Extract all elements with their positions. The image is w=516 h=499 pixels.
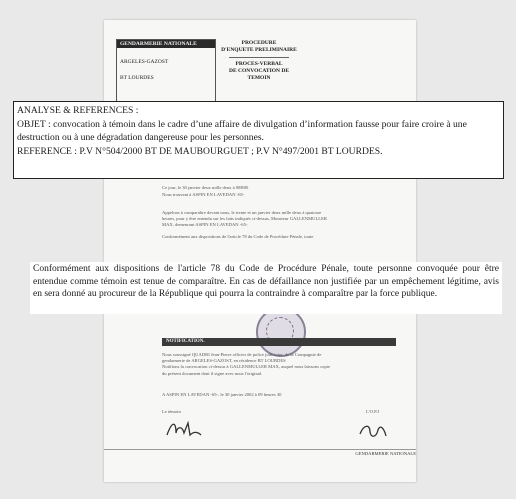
- notification-heading: NOTIFICATION.: [162, 338, 396, 346]
- unit-banner: GENDARMERIE NATIONALE: [117, 40, 215, 48]
- notification-line: Nous soussigné QUADRI Jean-Pierre officier de police judiciaire, de la Compagnie de: [162, 352, 322, 357]
- session-place-line: Nous trouvant à ASPIN EN LAVEDAN -65-: [162, 192, 245, 197]
- procedure-title-block: [219, 40, 299, 82]
- summons-line: Appelons à comparaître devant nous, le trente et un janvier deux mille deux à quatorze: [162, 210, 322, 215]
- place-date-line: A ASPIN EN LAVEDAN -65-, le 30 janvier 2002 à 09 heures 30: [162, 392, 282, 397]
- witness-signature: [164, 417, 204, 441]
- officer-signature: [356, 418, 390, 442]
- brigade-company: ARGELES-GAZOST: [120, 59, 169, 65]
- session-date-line: Ce jour, le 30 janvier deux mille deux à 08H00: [162, 185, 249, 190]
- summons-paragraph: [162, 210, 402, 229]
- brigade-name: BT LOURDES: [120, 75, 154, 81]
- pv-title-line: DE CONVOCATION DE: [229, 68, 289, 74]
- witness-label: Le témoin: [162, 409, 181, 414]
- analysis-references-box: [13, 101, 504, 179]
- notification-line: Notifions la convocation ci-dessus à GALLENMULLER MAX, auquel nous laissons copie: [162, 364, 331, 370]
- legal-notice-box: Conformément aux dispositions de l'article 78 du Code de Procédure Pénale, toute personne convoquée pour être entendue comme témoin est tenue de comparaître. En cas de défaillance non justifiée par un empêchement légitime, avis en sera donné au procureur de la République qui pourra la contraindre à comparaître par la force publique.: [30, 262, 502, 314]
- notification-line: gendarmerie de ARGELES-GAZOST, en résidence BT LOURDES: [162, 358, 286, 364]
- analysis-heading: ANALYSE & REFERENCES :: [17, 105, 139, 116]
- official-seal-stamp: [256, 307, 306, 357]
- notification-line: du présent document dont il signe avec nous l'original.: [162, 370, 263, 376]
- officer-label: L'O.P.J: [366, 409, 380, 414]
- document-page: [104, 20, 416, 482]
- object-text: OBJET : convocation à témoin dans le cadre d’une affaire de divulgation d’information fausse pour faire croire à une destruction ou à une dégradation dangereuse pour les personnes.: [17, 118, 467, 144]
- procedure-title-line: PROCEDURE: [241, 40, 277, 46]
- procedure-title-line: D'ENQUETE PRELIMINAIRE: [221, 47, 297, 53]
- pv-title-line: TEMOIN: [247, 75, 271, 81]
- notification-text: [162, 352, 407, 377]
- pv-title-line: PROCES-VERBAL: [235, 61, 283, 67]
- summons-line: heures, pour y être entendu sur les faits indiqués ci-dessus, Monsieur GALLENMULLER: [162, 216, 327, 222]
- article-line: Conformément aux dispositions de l'article 78 du Code de Procédure Pénale, toute: [162, 234, 314, 239]
- summons-line: MAX, demeurant ASPIN EN LAVEDAN -65-.: [162, 222, 249, 228]
- document-footer: GENDARMERIE NATIONALE: [104, 449, 416, 457]
- reference-text: REFERENCE : P.V N°504/2000 BT DE MAUBOURGUET ; P.V N°497/2001 BT LOURDES.: [17, 145, 383, 157]
